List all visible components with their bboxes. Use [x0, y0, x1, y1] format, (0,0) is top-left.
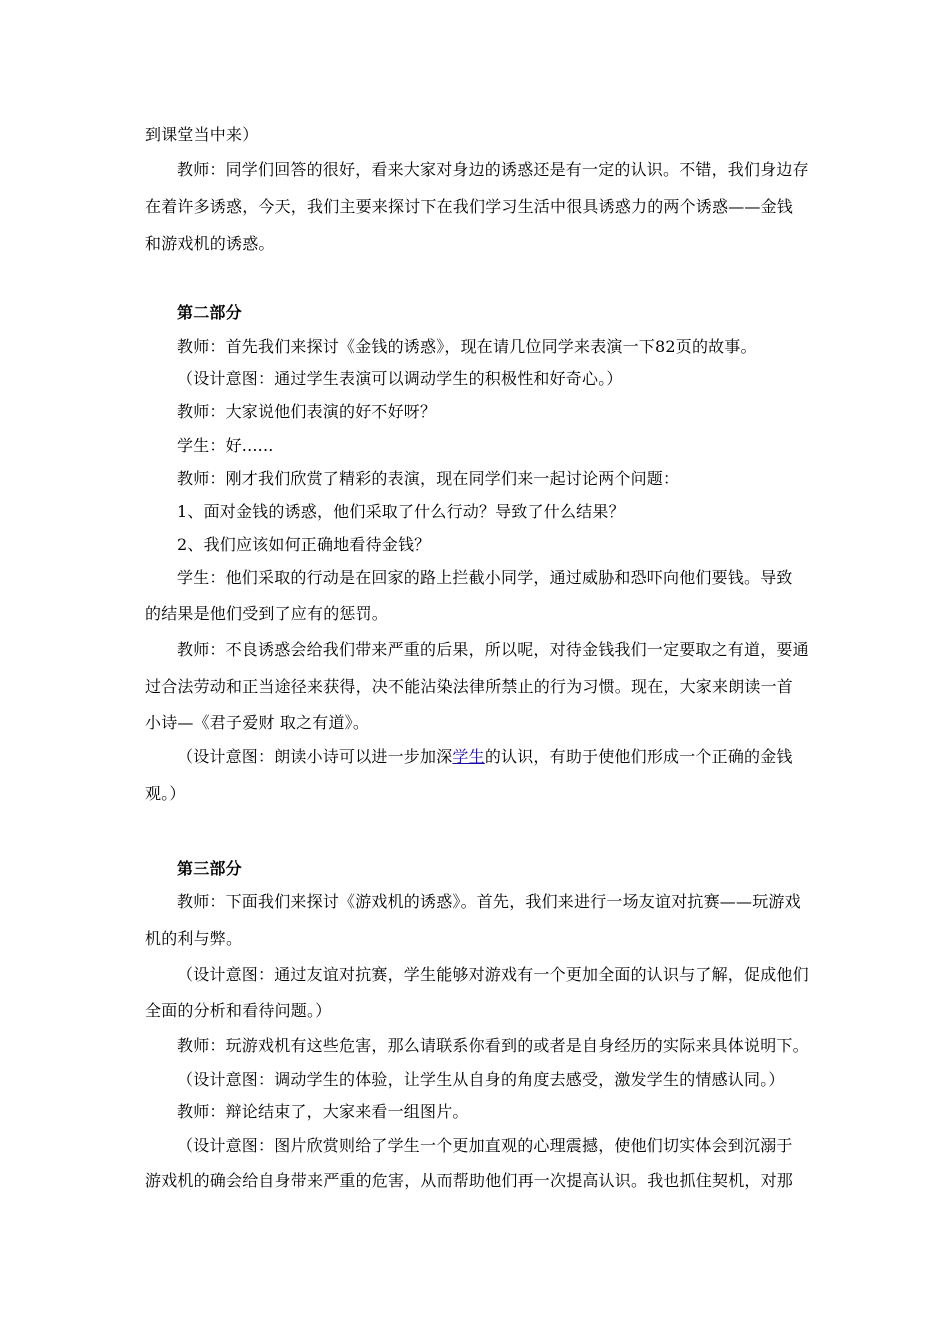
text-segment: （设计意图：朗读小诗可以进一步加深	[177, 747, 453, 766]
text-line: 和游戏机的诱惑。	[145, 234, 275, 253]
section-heading: 第二部分	[177, 303, 242, 322]
text-line: 全面的分析和看待问题。）	[145, 1001, 332, 1020]
text-line: 教师：刚才我们欣赏了精彩的表演，现在同学们来一起讨论两个问题：	[177, 469, 680, 488]
text-line: （设计意图：通过友谊对抗赛，学生能够对游戏有一个更加全面的认识与了解，促成他们	[177, 965, 809, 984]
text-line: 游戏机的确会给自身带来严重的危害，从而帮助他们再一次提高认识。我也抓住契机，对那	[145, 1171, 794, 1190]
text-line: 学生：好......	[177, 436, 274, 455]
text-line: 教师：大家说他们表演的好不好呀？	[177, 402, 437, 421]
text-line: 教师：玩游戏机有这些危害，那么请联系你看到的或者是自身经历的实际来具体说明下。	[177, 1036, 809, 1055]
text-line: 1、面对金钱的诱惑，他们采取了什么行动？导致了什么结果？	[177, 502, 625, 521]
text-line: 的结果是他们受到了应有的惩罚。	[145, 604, 389, 623]
student-link[interactable]: 学生	[452, 747, 485, 766]
text-line: 过合法劳动和正当途径来获得，决不能沾染法律所禁止的行为习惯。现在，大家来朗读一首	[145, 677, 794, 696]
text-line: 教师：辩论结束了，大家来看一组图片。	[177, 1102, 469, 1121]
text-line: 小诗—《君子爱财 取之有道》。	[145, 713, 370, 732]
text-line: 教师：同学们回答的很好，看来大家对身边的诱惑还是有一定的认识。不错，我们身边存	[177, 160, 809, 179]
text-line: （设计意图：通过学生表演可以调动学生的积极性和好奇心。）	[177, 369, 623, 388]
text-line: 到课堂当中来）	[145, 125, 259, 144]
text-line: （设计意图：图片欣赏则给了学生一个更加直观的心理震撼，使他们切实体会到沉溺于	[177, 1136, 793, 1155]
text-line: 教师：下面我们来探讨《游戏机的诱惑》。首先，我们来进行一场友谊对抗赛——玩游戏	[177, 892, 801, 911]
text-line: 学生：他们采取的行动是在回家的路上拦截小同学，通过威胁和恐吓向他们要钱。导致	[177, 568, 793, 587]
text-line: 教师：不良诱惑会给我们带来严重的后果，所以呢，对待金钱我们一定要取之有道，要通	[177, 640, 809, 659]
text-line: 观。）	[145, 784, 186, 803]
text-line: 2、我们应该如何正确地看待金钱？	[177, 535, 431, 554]
text-line: 在着许多诱惑，今天，我们主要来探讨下在我们学习生活中很具诱惑力的两个诱惑——金钱	[145, 197, 794, 216]
text-segment: 的认识，有助于使他们形成一个正确的金钱	[484, 747, 793, 766]
text-line: （设计意图：调动学生的体验，让学生从自身的角度去感受，激发学生的情感认同。）	[177, 1070, 785, 1089]
text-line: 教师：首先我们来探讨《金钱的诱惑》，现在请几位同学来表演一下82页的故事。	[177, 337, 757, 356]
text-line	[177, 746, 793, 768]
text-line: 机的利与弊。	[145, 929, 243, 948]
section-heading: 第三部分	[177, 859, 242, 878]
